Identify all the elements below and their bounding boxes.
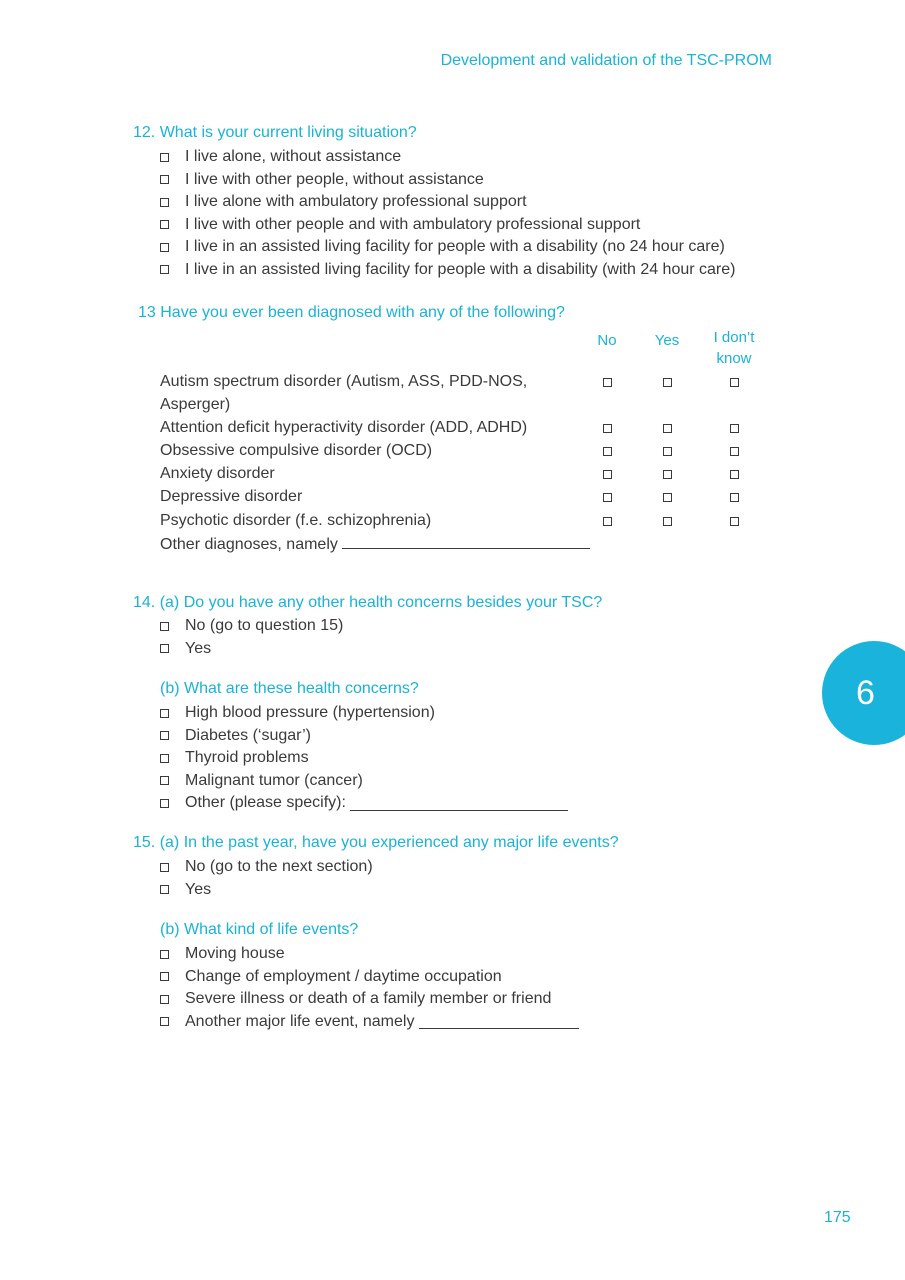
checkbox[interactable] [160, 622, 169, 631]
checkbox[interactable] [160, 799, 169, 808]
question-13-title: 13 Have you ever been diagnosed with any of the following? [138, 304, 565, 321]
option-label: Severe illness or death of a family member or friend [185, 990, 552, 1007]
checkbox[interactable] [160, 995, 169, 1004]
option-label: I live in an assisted living facility for people with a disability (no 24 hour care) [185, 238, 725, 255]
checkbox[interactable] [160, 153, 169, 162]
option-label: Thyroid problems [185, 749, 309, 766]
checkbox[interactable] [160, 243, 169, 252]
checkbox[interactable] [160, 754, 169, 763]
option-item[interactable] [160, 943, 579, 966]
checkbox[interactable] [160, 265, 169, 274]
checkbox-dont-know[interactable] [730, 493, 739, 502]
option-label: I live with other people and with ambulatory professional support [185, 215, 641, 233]
checkbox-no[interactable] [603, 447, 612, 456]
option-label: Other (please specify): [185, 794, 346, 811]
option-label: I live alone with ambulatory professional support [185, 193, 527, 210]
column-header-yes: Yes [654, 332, 680, 349]
option-item[interactable] [160, 747, 568, 770]
option-label: I live with other people, without assistance [185, 170, 484, 188]
checkbox-no[interactable] [603, 493, 612, 502]
checkbox[interactable] [160, 885, 169, 894]
question-15a-options [160, 856, 373, 901]
column-header-no: No [597, 332, 617, 349]
diagnosis-row-label: Depressive disorder [160, 488, 303, 505]
question-12-title: 12. What is your current living situation? [133, 124, 417, 141]
question-12-options [160, 146, 735, 281]
other-diagnoses-row [160, 534, 620, 557]
question-14a-title: 14. (a) Do you have any other health concerns besides your TSC? [133, 594, 603, 611]
diagnosis-row-label: Obsessive compulsive disorder (OCD) [160, 442, 433, 459]
option-item[interactable] [160, 214, 735, 237]
option-label: Another major life event, namely [185, 1012, 415, 1030]
option-label: No (go to the next section) [185, 858, 373, 875]
diagnosis-row-label: Autism spectrum disorder (Autism, ASS, PDD-NOS, Asperger) [160, 373, 528, 413]
column-header-dont-know: I don’t know [713, 329, 755, 367]
question-14b-title: (b) What are these health concerns? [160, 680, 419, 697]
checkbox[interactable] [160, 731, 169, 740]
checkbox-no[interactable] [603, 378, 612, 387]
option-item[interactable] [160, 966, 579, 989]
option-label: Yes [185, 639, 212, 657]
diagnosis-row-label: Psychotic disorder (f.e. schizophrenia) [160, 512, 432, 529]
question-14b-options [160, 702, 568, 815]
chapter-tab: 6 [822, 641, 905, 745]
checkbox[interactable] [160, 220, 169, 229]
option-item[interactable] [160, 169, 735, 192]
option-item[interactable] [160, 702, 568, 725]
option-label: Moving house [185, 945, 285, 962]
question-15b-title: (b) What kind of life events? [160, 921, 359, 938]
option-item[interactable] [160, 146, 735, 169]
checkbox[interactable] [160, 175, 169, 184]
option-label: No (go to question 15) [185, 617, 344, 634]
checkbox-dont-know[interactable] [730, 378, 739, 387]
checkbox-yes[interactable] [663, 447, 672, 456]
option-label: I live in an assisted living facility for people with a disability (with 24 hour care) [185, 260, 736, 278]
option-item[interactable] [160, 638, 343, 661]
option-item[interactable] [160, 191, 735, 214]
option-label: Malignant tumor (cancer) [185, 771, 363, 789]
diagnosis-row-label: Anxiety disorder [160, 465, 275, 482]
running-header: Development and validation of the TSC-PROM [440, 52, 772, 69]
page-number: 175 [824, 1209, 851, 1226]
checkbox-no[interactable] [603, 470, 612, 479]
diagnosis-row-label: Attention deficit hyperactivity disorder (ADD, ADHD) [160, 419, 528, 436]
checkbox[interactable] [160, 950, 169, 959]
checkbox-yes[interactable] [663, 470, 672, 479]
checkbox-yes[interactable] [663, 424, 672, 433]
checkbox-yes[interactable] [663, 517, 672, 526]
checkbox[interactable] [160, 644, 169, 653]
option-item[interactable] [160, 259, 735, 282]
option-item[interactable] [160, 988, 579, 1011]
question-14a-options [160, 615, 343, 660]
option-label: I live alone, without assistance [185, 148, 402, 165]
checkbox-dont-know[interactable] [730, 424, 739, 433]
question-15b-options [160, 943, 579, 1033]
option-item[interactable] [160, 236, 735, 259]
option-item[interactable] [160, 856, 373, 879]
checkbox[interactable] [160, 972, 169, 981]
option-label: Change of employment / daytime occupation [185, 967, 502, 985]
option-item[interactable] [160, 879, 373, 902]
option-label: High blood pressure (hypertension) [185, 704, 435, 721]
other-diagnoses-field[interactable] [342, 534, 590, 549]
option-label: Yes [185, 880, 212, 898]
question-15a-title: 15. (a) In the past year, have you experienced any major life events? [133, 834, 619, 851]
checkbox-dont-know[interactable] [730, 447, 739, 456]
option-item[interactable] [160, 725, 568, 748]
checkbox[interactable] [160, 863, 169, 872]
checkbox-dont-know[interactable] [730, 470, 739, 479]
checkbox[interactable] [160, 709, 169, 718]
checkbox-dont-know[interactable] [730, 517, 739, 526]
other-life-event-field[interactable] [419, 1014, 579, 1029]
other-diagnoses-label: Other diagnoses, namely [160, 536, 338, 553]
option-item[interactable] [160, 792, 568, 815]
other-health-concern-field[interactable] [350, 796, 568, 811]
checkbox[interactable] [160, 1017, 169, 1026]
checkbox[interactable] [160, 776, 169, 785]
option-item[interactable] [160, 1011, 579, 1034]
option-item[interactable] [160, 615, 343, 638]
option-label: Diabetes (‘sugar’) [185, 726, 311, 744]
checkbox-yes[interactable] [663, 378, 672, 387]
checkbox-no[interactable] [603, 517, 612, 526]
checkbox[interactable] [160, 198, 169, 207]
checkbox-yes[interactable] [663, 493, 672, 502]
checkbox-no[interactable] [603, 424, 612, 433]
option-item[interactable] [160, 770, 568, 793]
